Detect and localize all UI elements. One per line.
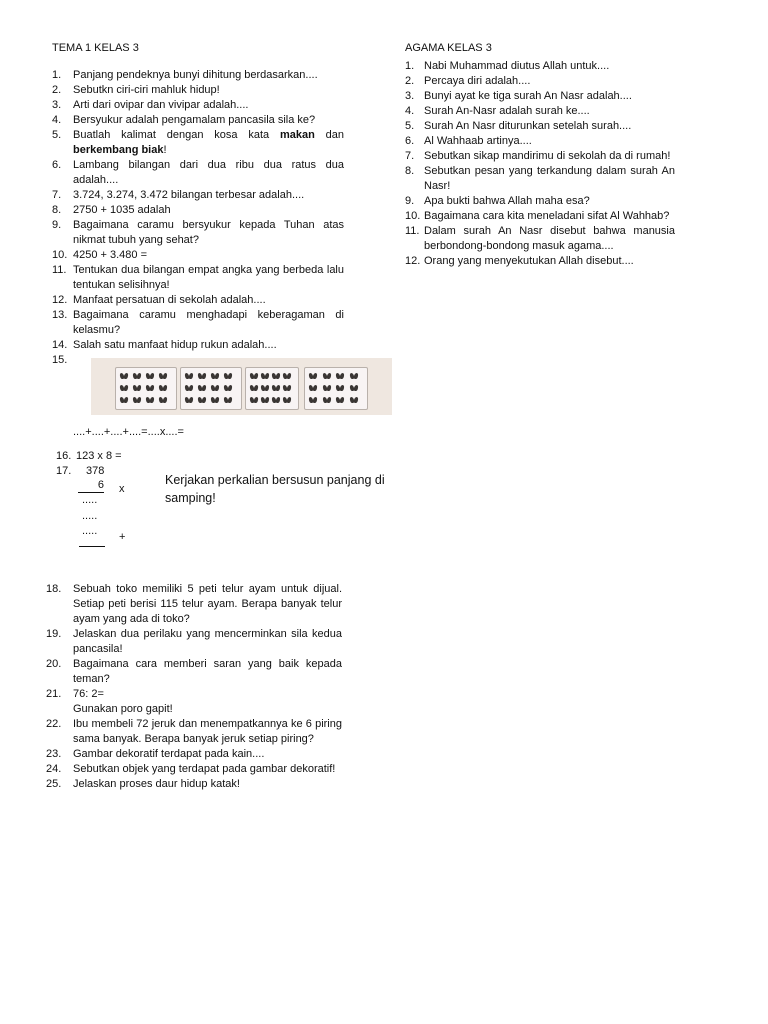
question-number: 5. (52, 129, 62, 141)
butterfly-icon (336, 373, 344, 379)
question-text: 2750 + 1035 adalah (73, 204, 171, 216)
question-item (46, 627, 342, 657)
question-item (46, 717, 342, 747)
question-item (46, 777, 342, 792)
question-item (405, 59, 675, 74)
bold-word-makan: makan (279, 129, 315, 141)
butterfly-icon (250, 385, 258, 391)
question-text: Surah An-Nasr adalah surah ke.... (424, 105, 590, 117)
question-text: Salah satu manfaat hidup rukun adalah.... (73, 339, 277, 351)
question-text: Surah An Nasr diturunkan setelah surah.... (424, 120, 632, 132)
butterfly-icon (185, 385, 193, 391)
question-number: 6. (52, 159, 62, 171)
question-item (405, 104, 675, 119)
question-text: Sebutkan sikap mandirimu di sekolah da di rumah! (424, 150, 671, 162)
butterfly-icon (198, 385, 206, 391)
question-number: 23. (46, 748, 62, 760)
question-item (52, 158, 344, 188)
butterfly-icon (211, 397, 219, 403)
butterfly-icon (159, 373, 167, 379)
question-number: 9. (52, 219, 62, 231)
question-item (52, 218, 344, 248)
question-number: 1. (405, 60, 415, 72)
butterfly-icon (350, 397, 358, 403)
question-number: 11. (405, 225, 420, 237)
butterfly-icon (120, 385, 128, 391)
question-text: Percaya diri adalah.... (424, 75, 531, 87)
question-item (52, 83, 344, 98)
question-item (46, 762, 342, 777)
question-item (52, 128, 344, 158)
question-number: 8. (52, 204, 62, 216)
question-item (405, 74, 675, 89)
question-number: 3. (405, 90, 415, 102)
question-text: 76: 2= (73, 688, 104, 700)
butterfly-icon (283, 385, 291, 391)
question-text: Bunyi ayat ke tiga surah An Nasr adalah.... (424, 90, 632, 102)
question-text: Nabi Muhammad diutus Allah untuk.... (424, 60, 610, 72)
butterfly-card (115, 367, 177, 410)
butterfly-icon (198, 373, 206, 379)
question-item (405, 224, 675, 254)
q17-top-number: 378 (86, 465, 105, 477)
question-number: 12. (52, 294, 68, 306)
question-number: 6. (405, 135, 415, 147)
butterfly-icon (309, 397, 317, 403)
q16-text: 123 x 8 = (76, 450, 122, 462)
butterfly-icon (250, 373, 258, 379)
question-number: 4. (52, 114, 62, 126)
question-text: Panjang pendeknya bunyi dihitung berdasarkan.... (73, 69, 318, 81)
bold-word-berkembang-biak: berkembang biak (73, 144, 164, 156)
question-item (405, 149, 675, 164)
question-number: 2. (405, 75, 415, 87)
butterfly-icon (133, 385, 141, 391)
butterfly-icon (323, 385, 331, 391)
butterfly-icon (146, 385, 154, 391)
butterfly-card (180, 367, 242, 410)
long-multiplication-instruction: Kerjakan perkalian bersusun panjang di samping! (165, 473, 385, 505)
question-number: 20. (46, 658, 62, 670)
question-text-mid: dan (314, 129, 344, 141)
question-number: 10. (405, 210, 421, 222)
butterfly-icon (336, 385, 344, 391)
q15-formula: ....+....+....+....=....x....= (73, 426, 184, 438)
butterfly-icon (272, 385, 280, 391)
question-text: Bagaimana caramu bersyukur kepada Tuhan atas nikmat tubuh yang sehat? (73, 219, 344, 246)
question-text: 3.724, 3.274, 3.472 bilangan terbesar adalah.... (73, 189, 305, 201)
question-number: 14. (52, 339, 68, 351)
question-item (405, 134, 675, 149)
question-item (52, 308, 344, 338)
question-item (46, 582, 342, 627)
butterfly-icon (350, 373, 358, 379)
question-number: 7. (405, 150, 415, 162)
q17-second-number: 6 (78, 479, 104, 493)
q17-number: 17. (56, 465, 72, 477)
question-text: Arti dari ovipar dan vivipar adalah.... (73, 99, 249, 111)
butterfly-icon (133, 397, 141, 403)
question-text: Ibu membeli 72 jeruk dan menempatkannya ke 6 piring sama banyak. Berapa banyak jeruk setiap piring? (73, 718, 342, 745)
question-text: 4250 + 3.480 = (73, 249, 148, 261)
question-number: 10. (52, 249, 68, 261)
question-number: 18. (46, 583, 62, 595)
question-item (52, 263, 344, 293)
butterfly-icon (120, 397, 128, 403)
question-text: Sebuah toko memiliki 5 peti telur ayam untuk dijual. Setiap peti berisi 115 telur ayam. Berapa banyak telur ayam yang ada di toko? (73, 583, 342, 625)
butterfly-icon (185, 373, 193, 379)
question-text: Dalam surah An Nasr disebut bahwa manusia berbondong-bondong masuk agama.... (424, 225, 675, 252)
question-item (52, 113, 344, 128)
butterfly-icon (159, 397, 167, 403)
q16-number: 16. (56, 450, 72, 462)
question-text: Sebutkan objek yang terdapat pada gambar dekoratif! (73, 763, 336, 775)
question-number: 2. (52, 84, 62, 96)
question-number: 7. (52, 189, 62, 201)
butterfly-icon (159, 385, 167, 391)
butterfly-icon (261, 373, 269, 379)
butterfly-icon (211, 385, 219, 391)
question-number: 13. (52, 309, 68, 321)
question-text: Jelaskan proses daur hidup katak! (73, 778, 240, 790)
question-text: Sebutkn ciri-ciri mahluk hidup! (73, 84, 220, 96)
question-item (52, 248, 344, 263)
question-text: Sebutkan pesan yang terkandung dalam surah An Nasr! (424, 165, 675, 192)
question-number: 9. (405, 195, 415, 207)
left-column (52, 41, 344, 366)
butterfly-icon (272, 373, 280, 379)
question-item (405, 209, 675, 224)
question-text: Bagaimana cara kita meneladani sifat Al Wahhab? (424, 210, 670, 222)
question-text: Bagaimana caramu menghadapi keberagaman di kelasmu? (73, 309, 344, 336)
question-number: 21. (46, 688, 62, 700)
butterfly-icon (250, 397, 258, 403)
question-subtext: Gunakan poro gapit! (73, 703, 173, 715)
question-text-post: ! (163, 144, 167, 156)
question-number: 4. (405, 105, 415, 117)
question-item (52, 338, 344, 353)
question-item (52, 203, 344, 218)
q17-dots: ..... (82, 510, 98, 522)
question-number: 8. (405, 165, 415, 177)
q17-dots: ..... (82, 525, 98, 537)
q17-multiply-sign: x (119, 483, 125, 495)
butterfly-icon (146, 373, 154, 379)
question-item (405, 164, 675, 194)
butterfly-icon (272, 397, 280, 403)
question-list (46, 582, 342, 792)
question-text: Lambang bilangan dari dua ribu dua ratus dua adalah.... (73, 159, 344, 186)
question-item (52, 293, 344, 308)
question-item (52, 188, 344, 203)
butterfly-icon (336, 397, 344, 403)
question-number: 3. (52, 99, 62, 111)
question-text: Jelaskan dua perilaku yang mencerminkan sila kedua pancasila! (73, 628, 342, 655)
question-number: 5. (405, 120, 415, 132)
left-question-list (52, 68, 344, 366)
question-text: Tentukan dua bilangan empat angka yang berbeda lalu tentukan selisihnya! (73, 264, 344, 291)
q17-dots: ..... (82, 494, 98, 506)
butterfly-cards-image (91, 358, 392, 415)
butterfly-icon (224, 373, 232, 379)
question-number: 15. (52, 354, 68, 366)
butterfly-icon (323, 373, 331, 379)
butterfly-icon (224, 385, 232, 391)
question-item (52, 68, 344, 83)
butterfly-icon (309, 385, 317, 391)
q17-sum-line (79, 546, 105, 547)
question-number: 19. (46, 628, 62, 640)
question-item (405, 254, 675, 269)
question-text: Gambar dekoratif terdapat pada kain.... (73, 748, 265, 760)
left-column-title: TEMA 1 KELAS 3 (52, 42, 139, 54)
butterfly-icon (309, 373, 317, 379)
question-item (52, 98, 344, 113)
butterfly-icon (283, 373, 291, 379)
butterfly-icon (185, 397, 193, 403)
butterfly-card (245, 367, 299, 410)
butterfly-card (304, 367, 368, 410)
question-item (46, 747, 342, 762)
butterfly-icon (198, 397, 206, 403)
butterfly-icon (283, 397, 291, 403)
question-text: Bersyukur adalah pengamalam pancasila sila ke? (73, 114, 316, 126)
question-text: Orang yang menyekutukan Allah disebut.... (424, 255, 634, 267)
question-number: 1. (52, 69, 62, 81)
question-item (46, 657, 342, 687)
question-number: 12. (405, 255, 421, 267)
question-text: Manfaat persatuan di sekolah adalah.... (73, 294, 266, 306)
butterfly-icon (323, 397, 331, 403)
right-question-list (405, 59, 675, 269)
right-column-title: AGAMA KELAS 3 (405, 42, 492, 54)
question-text-pre: Buatlah kalimat dengan kosa kata (73, 129, 280, 141)
q17-plus-sign: + (119, 531, 126, 543)
question-number: 11. (52, 264, 67, 276)
butterfly-icon (211, 373, 219, 379)
right-column (405, 41, 675, 269)
butterfly-icon (120, 373, 128, 379)
question-item (405, 194, 675, 209)
butterfly-icon (146, 397, 154, 403)
butterfly-icon (133, 373, 141, 379)
left-question-list-2 (46, 582, 342, 792)
butterfly-icon (261, 385, 269, 391)
question-text: Al Wahhaab artinya.... (424, 135, 532, 147)
butterfly-icon (261, 397, 269, 403)
question-item (405, 119, 675, 134)
butterfly-icon (224, 397, 232, 403)
question-number: 24. (46, 763, 62, 775)
question-item (46, 687, 342, 717)
question-text: Apa bukti bahwa Allah maha esa? (424, 195, 590, 207)
butterfly-icon (350, 385, 358, 391)
question-text: Bagaimana cara memberi saran yang baik kepada teman? (73, 658, 342, 685)
question-item (405, 89, 675, 104)
question-number: 25. (46, 778, 62, 790)
question-number: 22. (46, 718, 62, 730)
